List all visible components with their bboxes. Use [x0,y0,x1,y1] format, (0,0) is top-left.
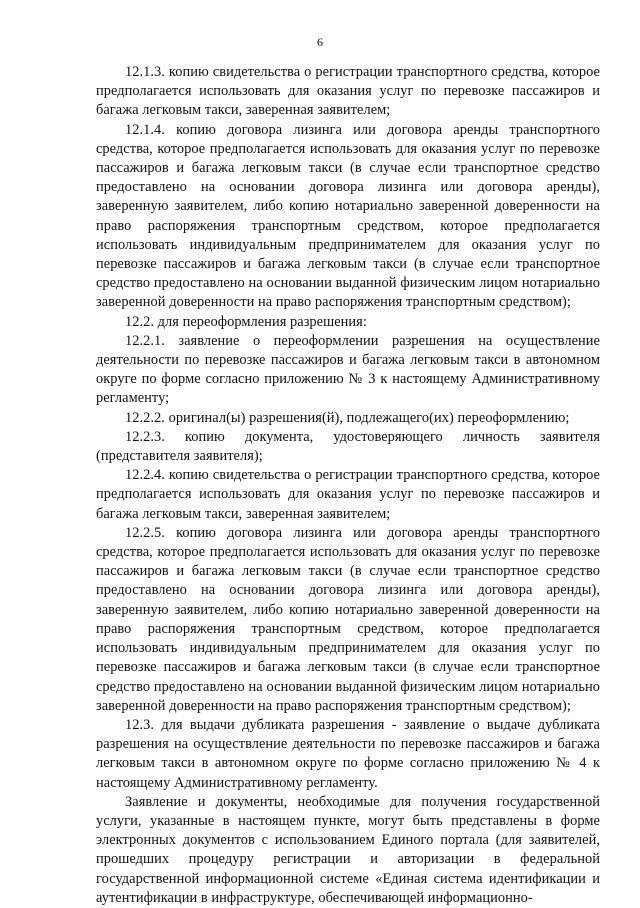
paragraph-12-2-2: 12.2.2. оригинал(ы) разрешения(й), подлежащего(их) переоформлению; [125,409,570,426]
paragraph-electronic-submission: Заявление и документы, необходимые для получения государственной услуги, указанные в настоящем пункте, могут быть представлены в форме электронных документов с использованием Единого портала (для заявителей, прошедших процедуру регистрации и авторизации в федеральной государственной информационной системе «Единая система идентификации и аутентификации в инфраструктуре, обеспечивающей информационно- [96,793,600,906]
paragraph-12-2-3: 12.2.3. копию документа, удостоверяющего личность заявителя (представителя заявителя); [96,428,600,465]
page-number: 6 [317,35,323,49]
paragraph-12-3: 12.3. для выдачи дубликата разрешения - заявление о выдаче дубликата разрешения на осуществление деятельности по перевозке пассажиров и багажа легковым такси в автономном округе по форме согласно приложению № 4 к настоящему Административному регламенту. [96,716,600,791]
document-body [96,63,600,908]
paragraph-12-2-5: 12.2.5. копию договора лизинга или договора аренды транспортного средства, которое предполагается использовать для оказания услуг по перевозке пассажиров и багажа легковым такси (в случае если транспортное средство предоставлено на основании договора лизинга или договора аренды), заверенную заявителем, либо копию нотариально заверенной доверенности на право распоряжения транспортным средством, которое предполагается использовать индивидуальным предпринимателем для оказания услуг по перевозке пассажиров и багажа легковым такси (в случае если транспортное средство предоставлено на основании выданной физическим лицом нотариально заверенной доверенности на право распоряжения транспортным средством); [96,524,600,714]
paragraph-12-1-3: 12.1.3. копию свидетельства о регистрации транспортного средства, которое предполагается использовать для оказания услуг по перевозке пассажиров и багажа легковым такси, заверенная заявителем; [96,64,600,119]
paragraph-12-2-1: 12.2.1. заявление о переоформлении разрешения на осуществление деятельности по перевозке пассажиров и багажа легковым такси в автономном округе по форме согласно приложению № 3 к настоящему Административному регламенту; [96,332,600,407]
paragraph-12-2: 12.2. для переоформления разрешения: [125,313,367,330]
paragraph-12-1-4: 12.1.4. копию договора лизинга или договора аренды транспортного средства, которое предполагается использовать для оказания услуг по перевозке пассажиров и багажа легковым такси (в случае если транспортное средство предоставлено на основании договора лизинга или договора аренды), заверенную заявителем, либо копию нотариально заверенной доверенности на право распоряжения транспортным средством, которое предполагается использовать индивидуальным предпринимателем для оказания услуг по перевозке пассажиров и багажа легковым такси (в случае если транспортное средство предоставлено на основании выданной физическим лицом нотариально заверенной доверенности на право распоряжения транспортным средством); [96,121,600,311]
paragraph-12-2-4: 12.2.4. копию свидетельства о регистрации транспортного средства, которое предполагается использовать для оказания услуг по перевозке пассажиров и багажа легковым такси, заверенная заявителем; [96,467,600,522]
